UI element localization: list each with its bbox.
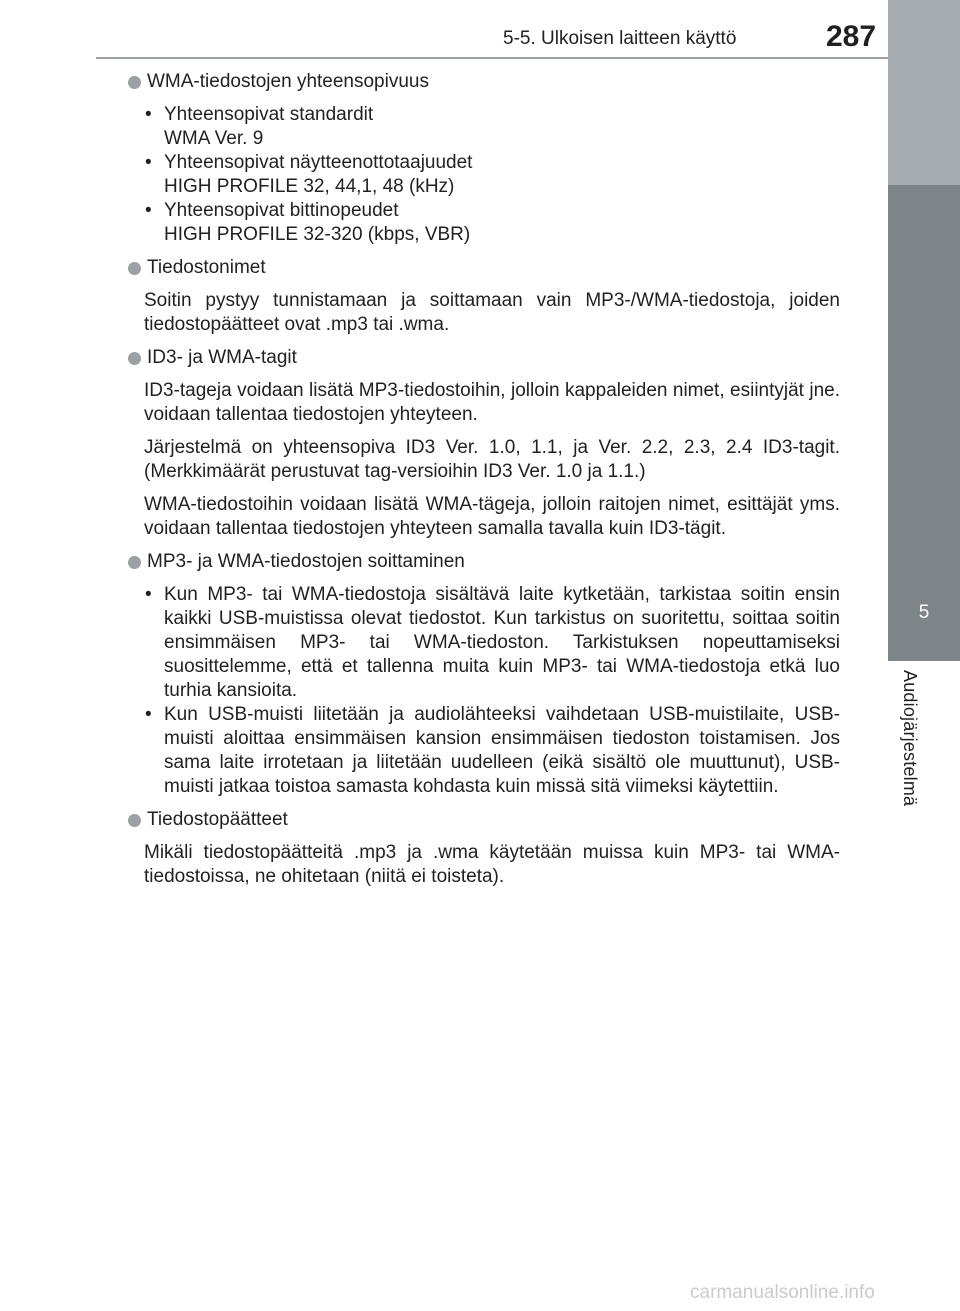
paragraph: Mikäli tiedostopäätteitä .mp3 ja .wma käytetään muissa kuin MP3- tai WMA-tiedostoissa, ne ohitetaan (niitä ei toisteta). <box>144 842 840 887</box>
paragraph: Järjestelmä on yhteensopiva ID3 Ver. 1.0, 1.1, ja Ver. 2.2, 2.3, 2.4 ID3-tagit. (Merkkimäärät perustuvat tag-versioihin ID3 Ver. 1.0 ja 1.1.) <box>144 437 840 482</box>
spec-value: WMA Ver. 9 <box>164 128 264 149</box>
section-heading <box>128 346 840 370</box>
chapter-label: Audiojärjestelmä <box>900 670 920 807</box>
side-tab-top <box>888 0 960 185</box>
bullet-dot-icon <box>128 352 141 365</box>
spec-value: HIGH PROFILE 32, 44,1, 48 (kHz) <box>164 176 455 197</box>
bullet-dot-icon <box>128 814 141 827</box>
paragraph: ID3-tageja voidaan lisätä MP3-tiedostoihin, jolloin kappaleiden nimet, esiintyjät jne. voidaan tallentaa tiedostojen yhteyteen. <box>144 380 840 425</box>
side-tab-chapter <box>888 185 960 661</box>
page-number: 287 <box>826 20 877 53</box>
heading-text: Tiedostonimet <box>147 257 266 278</box>
bullet-list <box>142 583 840 799</box>
spec-list <box>142 103 840 247</box>
bullet-icon: • <box>145 200 152 221</box>
section-heading <box>128 70 840 94</box>
bullet-dot-icon <box>128 76 141 89</box>
heading-text: MP3- ja WMA-tiedostojen soittaminen <box>147 551 465 572</box>
spec-value: HIGH PROFILE 32-320 (kbps, VBR) <box>164 224 471 245</box>
paragraph: Soitin pystyy tunnistamaan ja soittamaan vain MP3-/WMA-tiedostoja, joiden tiedostopäätteet ovat .mp3 tai .wma. <box>144 290 840 335</box>
bullet-icon: • <box>145 584 152 605</box>
chapter-number: 5 <box>918 602 930 623</box>
spec-title: Yhteensopivat bittinopeudet <box>164 200 399 221</box>
spec-title: Yhteensopivat näytteenottotaajuudet <box>164 152 473 173</box>
section-heading <box>128 808 840 832</box>
list-item <box>142 151 840 199</box>
bullet-dot-icon <box>128 262 141 275</box>
list-item-text: Kun USB-muisti liitetään ja audiolähteeksi vaihdetaan USB-muistilaite, USB-muisti aloittaa ensimmäisen kansion ensimmäisen tiedoston toistamisen. Jos sama laite irrotetaan ja liitetään uudelleen (eikä sisältö ole muuttunut), USB-muisti jatkaa toistoa samasta kohdasta kuin missä sitä viimeksi käytettiin. <box>164 704 840 797</box>
bullet-icon: • <box>145 704 152 725</box>
section-heading <box>128 550 840 574</box>
page-content <box>128 70 840 898</box>
list-item <box>142 199 840 247</box>
paragraph: WMA-tiedostoihin voidaan lisätä WMA-tägeja, jolloin raitojen nimet, esittäjät yms. voidaan tallentaa tiedostojen yhteyteen samalla tavalla kuin ID3-tägit. <box>144 494 840 539</box>
bullet-icon: • <box>145 152 152 173</box>
heading-text: Tiedostopäätteet <box>147 809 288 830</box>
heading-text: ID3- ja WMA-tagit <box>147 347 297 368</box>
section-title: 5-5. Ulkoisen laitteen käyttö <box>503 28 737 49</box>
section-heading <box>128 256 840 280</box>
bullet-icon: • <box>145 104 152 125</box>
watermark: carmanualsonline.info <box>690 1282 875 1303</box>
list-item-text: Kun MP3- tai WMA-tiedostoja sisältävä laite kytketään, tarkistaa soitin ensin kaikki USB-muistissa olevat tiedostot. Kun tarkistus on suoritettu, soittaa soitin ensimmäisen MP3- tai WMA-tiedoston. Tarkistuksen nopeuttamiseksi suosittelemme, että et tallenna muita kuin MP3- tai WMA-tiedostoja etkä luo turhia kansioita. <box>164 584 840 701</box>
header-divider <box>96 57 888 59</box>
list-item <box>142 583 840 703</box>
bullet-dot-icon <box>128 556 141 569</box>
heading-text: WMA-tiedostojen yhteensopivuus <box>147 71 429 92</box>
list-item <box>142 103 840 151</box>
list-item <box>142 703 840 799</box>
spec-title: Yhteensopivat standardit <box>164 104 374 125</box>
